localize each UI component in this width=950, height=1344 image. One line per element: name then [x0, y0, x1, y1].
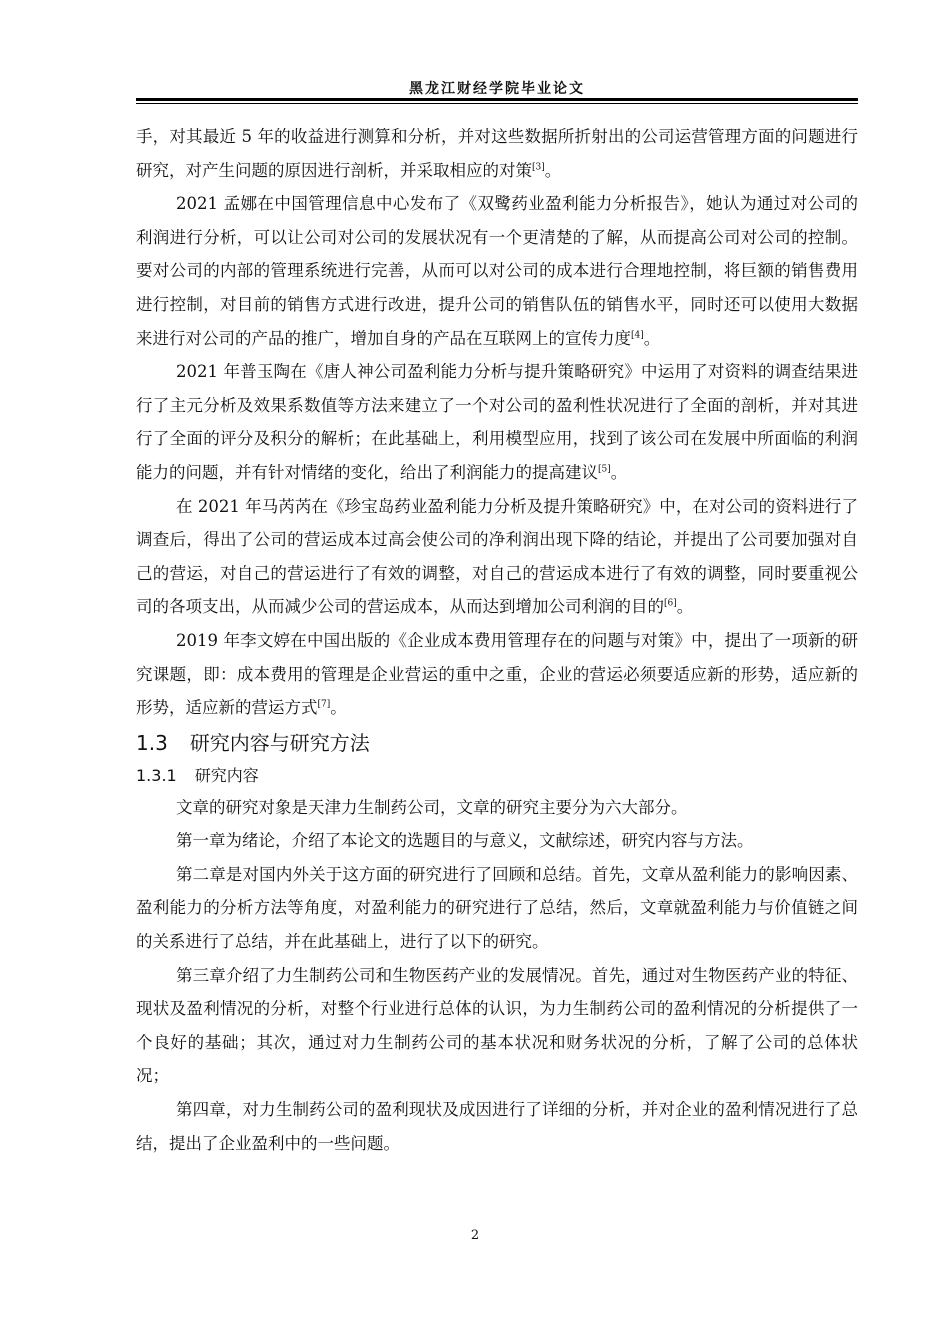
subsection-number: 1.3.1 [136, 765, 177, 785]
header-rule-thick [136, 98, 858, 101]
document-body [136, 120, 858, 1160]
paragraph: 第一章为绪论，介绍了本论文的选题目的与意义，文献综述，研究内容与方法。 [176, 831, 754, 851]
citation: [3] [532, 162, 545, 173]
section-title: 研究内容与研究方法 [189, 730, 370, 755]
citation: [6] [664, 598, 677, 609]
citation: [5] [598, 464, 611, 475]
section-heading [136, 725, 858, 761]
section-number: 1.3 [136, 730, 168, 755]
paragraph: 文章的研究对象是天津力生制药公司，文章的研究主要分为六大部分。 [176, 797, 688, 817]
running-header: 黑龙江财经学院毕业论文 [409, 81, 585, 97]
paragraph: 2019 年李文婷在中国出版的《企业成本费用管理存在的问题与对策》中，提出了一项新的研究课题，即：成本费用的管理是企业营运的重中之重，企业的营运必须要适应新的形势，适应新的形势，适应新的营运方式[7]。 [136, 630, 858, 718]
page-number: 2 [470, 1228, 480, 1243]
citation: [4] [631, 330, 644, 341]
paragraph: 2021 孟娜在中国管理信息中心发布了《双鹭药业盈利能力分析报告》，她认为通过对公司的利润进行分析，可以让公司对公司的发展状况有一个更清楚的了解，从而提高公司对公司的控制。要对公司的内部的管理系统进行完善，从而可以对公司的成本进行合理地控制，将巨额的销售费用进行控制，对目前的销售方式进行改进，提升公司的销售队伍的销售水平，同时还可以使用大数据来进行对公司的产品的推广，增加自身的产品在互联网上的宣传力度[4]。 [136, 194, 858, 348]
paragraph: 第四章，对力生制药公司的盈利现状及成因进行了详细的分析，并对企业的盈利情况进行了总结，提出了企业盈利中的一些问题。 [136, 1100, 858, 1153]
paragraph: 在 2021 年马芮芮在《珍宝岛药业盈利能力分析及提升策略研究》中，在对公司的资料进行了调查后，得出了公司的营运成本过高会使公司的净利润出现下降的结论，并提出了公司要加强对自己的营运，对自己的营运进行了有效的调整，对自己的营运成本进行了有效的调整，同时要重视公司的各项支出，从而减少公司的营运成本，从而达到增加公司利润的目的[6]。 [136, 496, 858, 617]
subsection-heading [136, 761, 858, 791]
header-rule-thin [136, 103, 858, 104]
paragraph: 第二章是对国内外关于这方面的研究进行了回顾和总结。首先，文章从盈利能力的影响因素、盈利能力的分析方法等角度，对盈利能力的研究进行了总结，然后，文章就盈利能力与价值链之间的关系进行了总结，并在此基础上，进行了以下的研究。 [136, 864, 858, 952]
paragraph: 2021 年普玉陶在《唐人神公司盈利能力分析与提升策略研究》中运用了对资料的调查结果进行了主元分析及效果系数值等方法来建立了一个对公司的盈利性状况进行了全面的剖析，并对其进行了全面的评分及积分的解析；在此基础上，利用模型应用，找到了该公司在发展中所面临的利润能力的问题，并有针对情绪的变化，给出了利润能力的提高建议[5]。 [136, 362, 858, 482]
citation: [7] [317, 699, 331, 710]
paragraph-continued: 手，对其最近 5 年的收益进行测算和分析，并对这些数据所折射出的公司运营管理方面的问题进行研究，对产生问题的原因进行剖析，并采取相应的对策[3]。 [136, 127, 858, 180]
subsection-title: 研究内容 [194, 765, 259, 785]
paragraph: 第三章介绍了力生制药公司和生物医药产业的发展情况。首先，通过对生物医药产业的特征、现状及盈利情况的分析，对整个行业进行总体的认识，为力生制药公司的盈利情况的分析提供了一个良好的基础；其次，通过对力生制药公司的基本状况和财务状况的分析，了解了公司的总体状况； [136, 965, 858, 1086]
